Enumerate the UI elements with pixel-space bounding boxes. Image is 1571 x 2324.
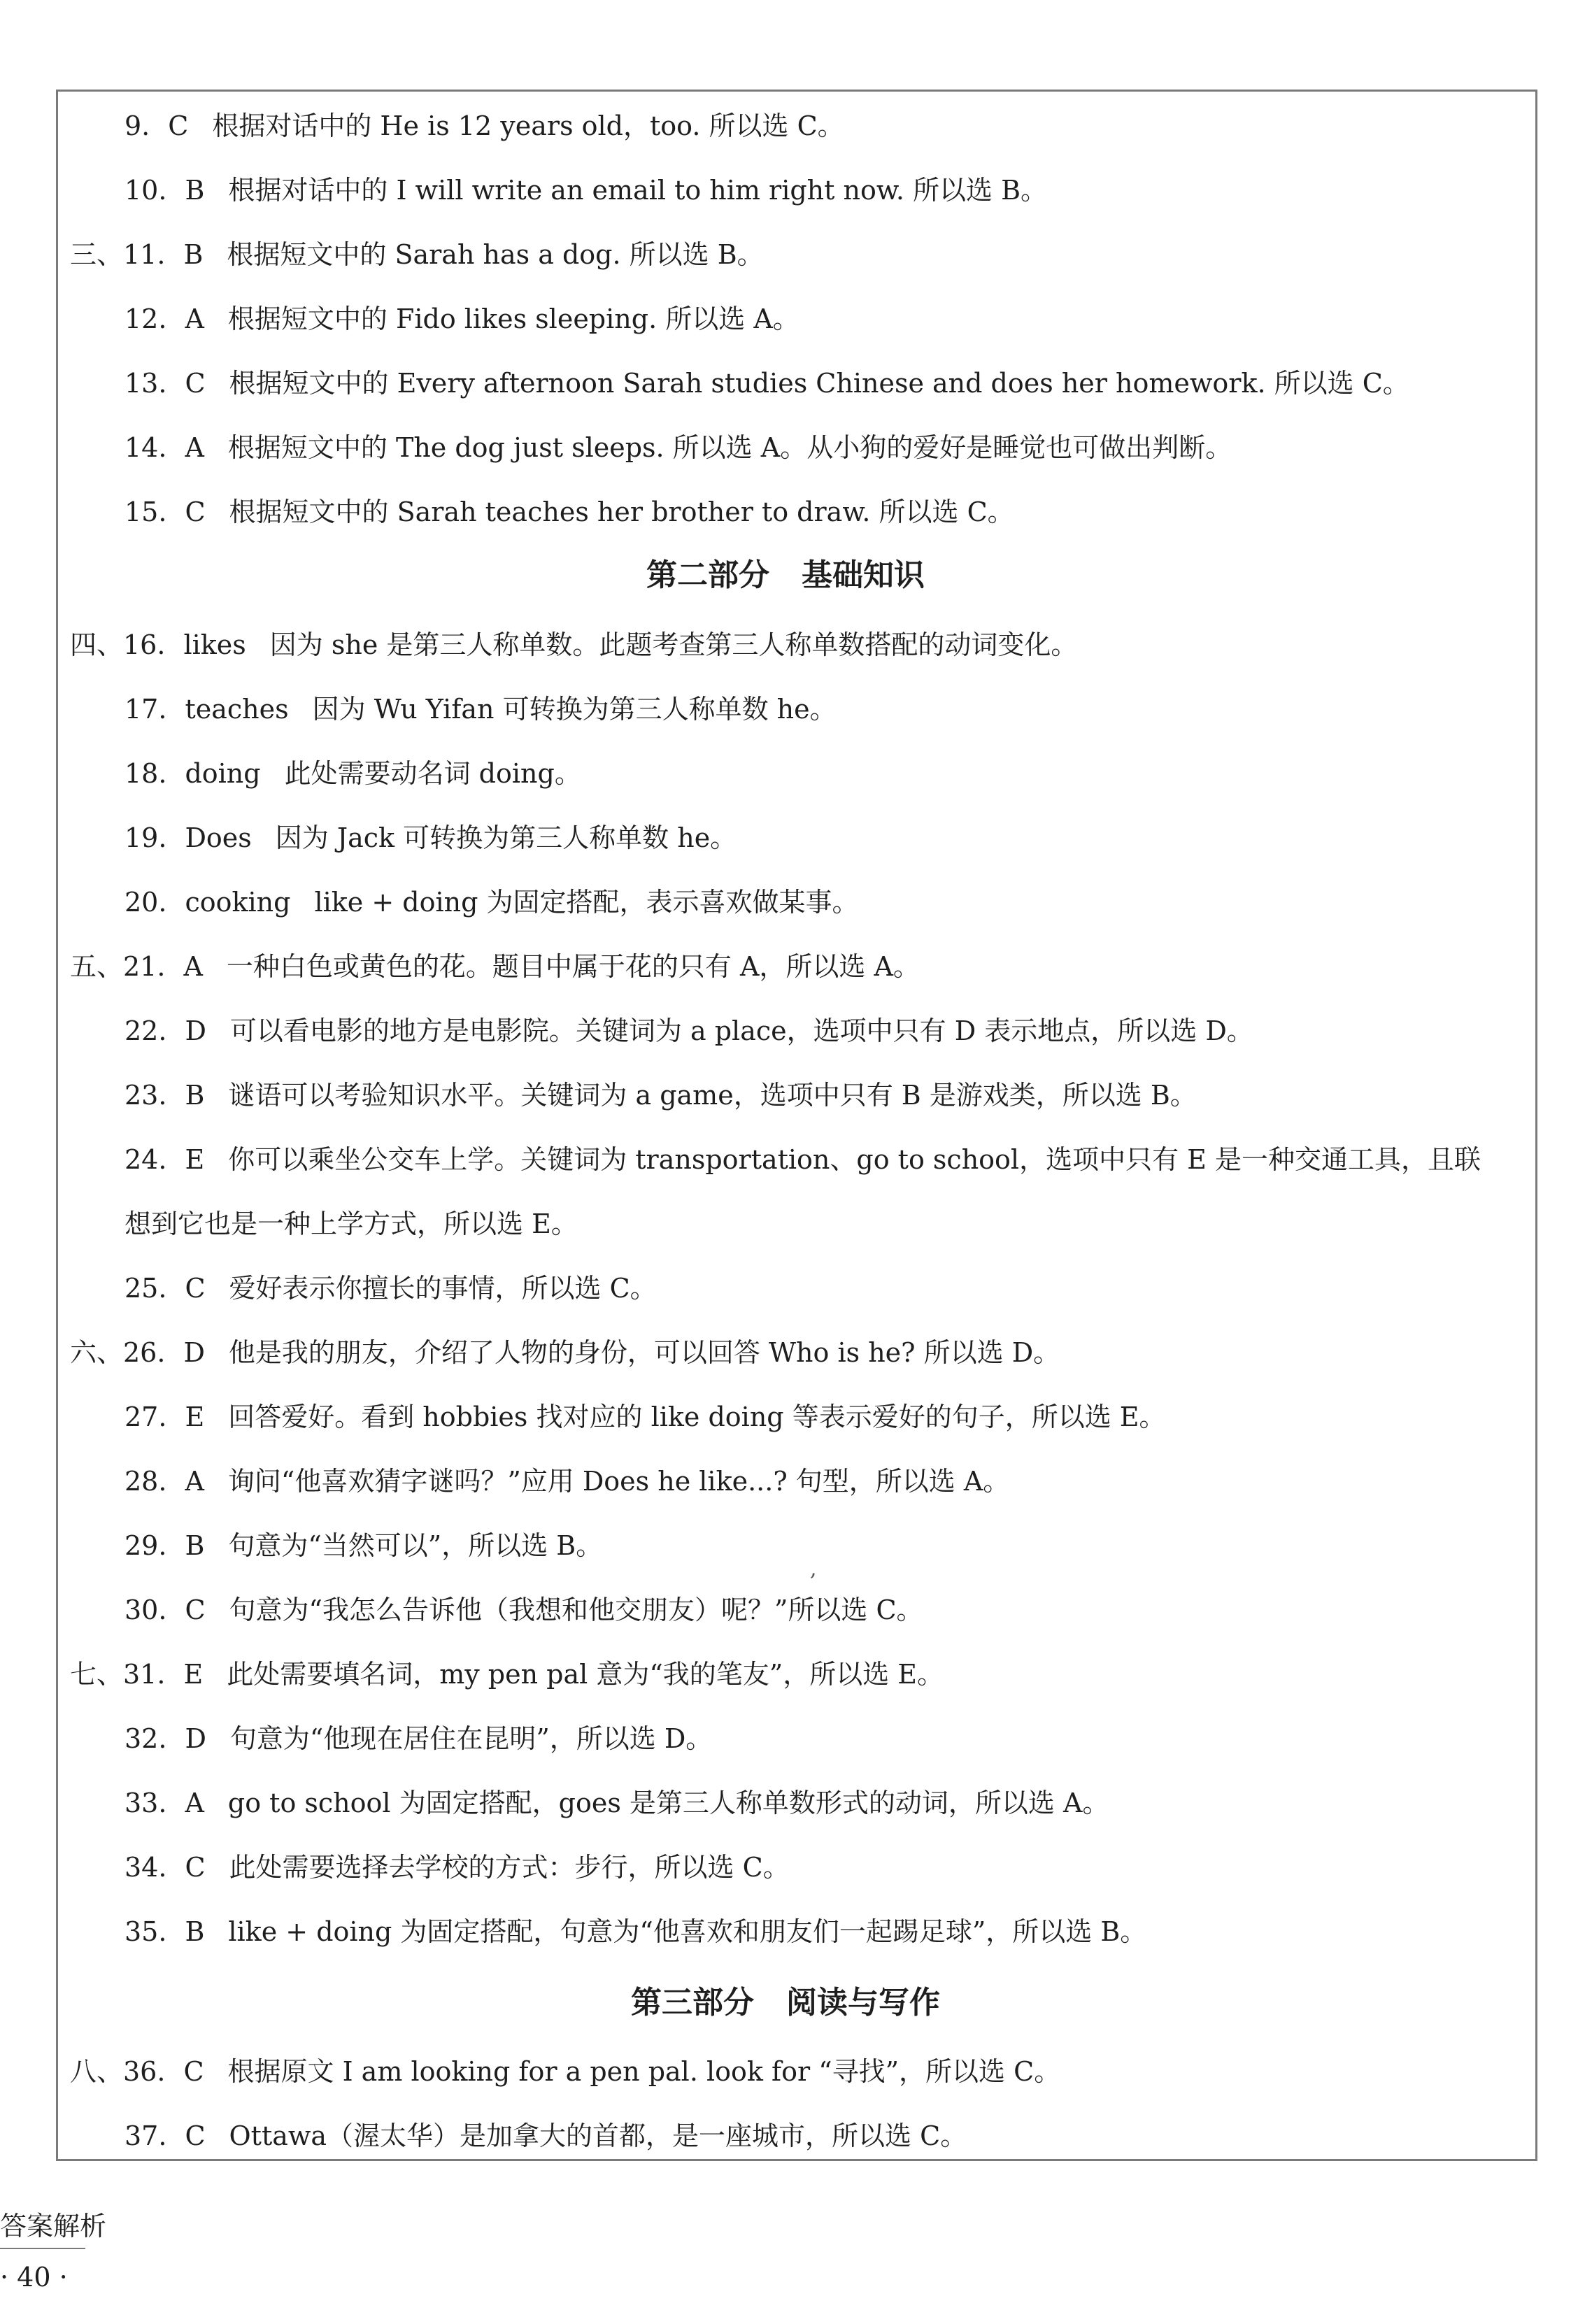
answer-line: 八、36. C 根据原文 I am looking for a pen pal. look for “寻找”，所以选 C。 (70, 2056, 1061, 2087)
answer-line: 27. E 回答爱好。看到 hobbies 找对应的 like doing 等表示爱好的句子，所以选 E。 (125, 1402, 1166, 1432)
answer-line: 34. C 此处需要选择去学校的方式：步行，所以选 C。 (125, 1852, 790, 1883)
answer-line: 29. B 句意为“当然可以”，所以选 B。 (125, 1530, 603, 1561)
answer-line: 30. C 句意为“我怎么告诉他（我想和他交朋友）呢？”所以选 C。 (125, 1595, 923, 1625)
answer-line: 七、31. E 此处需要填名词，my pen pal 意为“我的笔友”，所以选 E。 (70, 1659, 944, 1690)
answer-line: 三、11. B 根据短文中的 Sarah has a dog. 所以选 B。 (70, 239, 764, 270)
answer-line: 28. A 询问“他喜欢猜字谜吗？”应用 Does he like...? 句型，所以选 A。 (125, 1466, 1010, 1497)
answer-line-continuation: 想到它也是一种上学方式，所以选 E。 (125, 1209, 578, 1239)
heading-part: 第三部分 (631, 1985, 754, 2020)
footer-rule (0, 2248, 85, 2249)
answer-line: 四、16. likes 因为 she 是第三人称单数。此题考查第三人称单数搭配的动词变化。 (70, 629, 1078, 660)
heading-title: 阅读与写作 (786, 1985, 940, 2020)
heading-part: 第二部分 (646, 557, 769, 593)
answer-line: 23. B 谜语可以考验知识水平。关键词为 a game，选项中只有 B 是游戏类，所以选 B。 (125, 1080, 1197, 1111)
answer-line: 33. A go to school 为固定搭配，goes 是第三人称单数形式的动词，所以选 A。 (125, 1788, 1109, 1818)
answer-line: 9. C 根据对话中的 He is 12 years old，too. 所以选 C。 (125, 111, 844, 141)
answer-line: 18. doing 此处需要动名词 doing。 (125, 758, 581, 789)
answer-line: 13. C 根据短文中的 Every afternoon Sarah studies Chinese and does her homework. 所以选 C。 (125, 368, 1409, 399)
section-heading (0, 556, 1571, 595)
answer-line: 24. E 你可以乘坐公交车上学。关键词为 transportation、go to school，选项中只有 E 是一种交通工具，且联 (125, 1144, 1481, 1175)
answer-line: 15. C 根据短文中的 Sarah teaches her brother to draw. 所以选 C。 (125, 497, 1014, 527)
section-heading (0, 1983, 1571, 2023)
answer-line: 六、26. D 他是我的朋友，介绍了人物的身份，可以回答 Who is he? 所以选 D。 (70, 1337, 1060, 1368)
answer-line: 20. cooking like + doing 为固定搭配，表示喜欢做某事。 (125, 887, 859, 918)
answer-line: 五、21. A 一种白色或黄色的花。题目中属于花的只有 A，所以选 A。 (70, 951, 920, 982)
answer-line: 12. A 根据短文中的 Fido likes sleeping. 所以选 A。 (125, 304, 799, 334)
answer-line: 35. B like + doing 为固定搭配，句意为“他喜欢和朋友们一起踢足球”，所以选 B。 (125, 1916, 1147, 1947)
answer-line: 19. Does 因为 Jack 可转换为第三人称单数 he。 (125, 822, 737, 853)
answer-line: 22. D 可以看电影的地方是电影院。关键词为 a place，选项中只有 D 表示地点，所以选 D。 (125, 1015, 1253, 1046)
answer-line: 17. teaches 因为 Wu Yifan 可转换为第三人称单数 he。 (125, 694, 837, 725)
answer-line: 37. C Ottawa（渥太华）是加拿大的首都，是一座城市，所以选 C。 (125, 2120, 967, 2151)
answer-line: 32. D 句意为“他现在居住在昆明”，所以选 D。 (125, 1723, 713, 1754)
answer-line: 14. A 根据短文中的 The dog just sleeps. 所以选 A。从小狗的爱好是睡觉也可做出判断。 (125, 432, 1232, 463)
heading-title: 基础知识 (802, 557, 925, 593)
footer-section-label: 答案解析 (0, 2211, 107, 2241)
stray-mark: , (810, 1557, 817, 1581)
answer-line: 10. B 根据对话中的 I will write an email to him right now. 所以选 B。 (125, 175, 1048, 206)
answer-line: 25. C 爱好表示你擅长的事情，所以选 C。 (125, 1273, 657, 1304)
page-number: · 40 · (0, 2262, 68, 2293)
